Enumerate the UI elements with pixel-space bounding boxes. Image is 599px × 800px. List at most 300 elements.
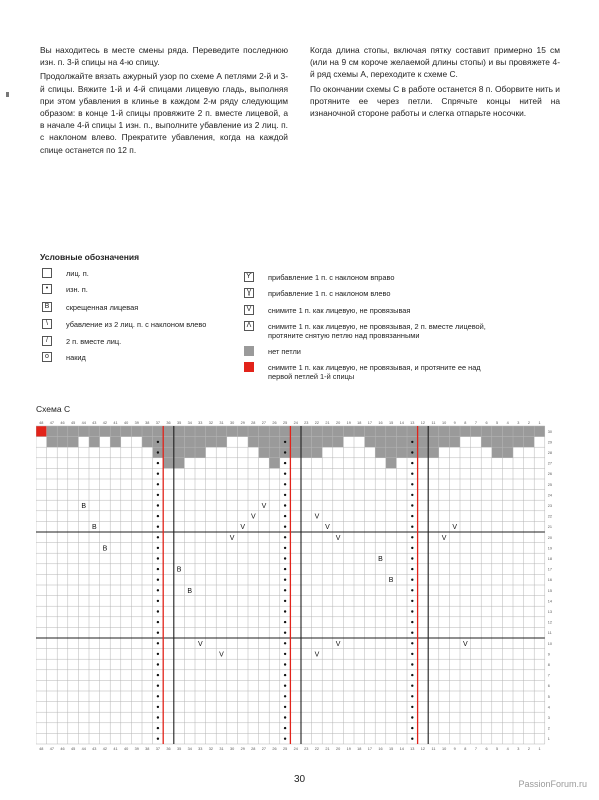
- no-stitch-cell: [248, 437, 259, 448]
- slash-icon: /: [42, 336, 52, 346]
- no-stitch-cell: [269, 447, 280, 458]
- crossed-knit-mark: B: [176, 566, 182, 574]
- no-stitch-cell: [375, 447, 386, 458]
- column-label: 11: [431, 747, 436, 751]
- no-stitch-cell: [163, 447, 174, 458]
- purl-dot: [284, 727, 286, 729]
- column-label: 8: [464, 421, 467, 425]
- legend-label: снимите 1 п. как лицевую, не провязывая, 2 п. вместе лицевой, протяните снятую петлю над провязанными: [268, 322, 486, 340]
- purl-dot: [157, 621, 159, 623]
- column-label: 5: [496, 421, 499, 425]
- purl-dot: [284, 642, 286, 644]
- column-label: 30: [229, 747, 235, 751]
- purl-dot: [157, 674, 159, 676]
- crossed-knit-mark: B: [81, 503, 87, 510]
- row-label: 6: [547, 684, 550, 689]
- slip-stitch-mark: V: [452, 524, 458, 532]
- purl-dot: [284, 663, 286, 665]
- purl-dot: [157, 663, 159, 665]
- no-stitch-cell: [153, 426, 164, 437]
- no-stitch-cell: [386, 437, 397, 448]
- purl-dot: [284, 547, 286, 549]
- row-label: 3: [547, 716, 550, 720]
- column-label: 45: [70, 421, 76, 425]
- purl-dot: [411, 716, 413, 718]
- no-stitch-cell: [333, 426, 344, 437]
- chart-title: Схема С: [36, 404, 71, 414]
- column-label: 47: [49, 421, 55, 425]
- purl-dot: [411, 526, 413, 528]
- row-label: 17: [547, 567, 553, 572]
- no-stitch-cell: [492, 447, 503, 458]
- no-stitch-cell: [386, 426, 397, 437]
- no-stitch-cell: [163, 437, 174, 448]
- row-label: 27: [547, 461, 553, 466]
- slip-stitch-mark: V: [261, 503, 267, 510]
- knitting-chart: [36, 416, 564, 760]
- column-label: 32: [208, 421, 214, 425]
- row-label: 29: [547, 440, 553, 445]
- no-stitch-cell: [248, 426, 259, 437]
- column-label: 30: [229, 421, 235, 425]
- legend-label: 2 п. вместе лиц.: [66, 337, 122, 346]
- paragraph: Продолжайте вязать ажурный узор по схеме А петлями 2-й и 3-й спицы. Вяжите 1-й и 4-й спицами лицевую гладь, выполняя при этом убавления в клинье в каждом 2-м ряду следующим образом: в конце 1-й спицы провяжите 2 п. вместе лицевой, а в начале 4-й спицы 1 изн. п., выполните убавление из 2 лиц. п. с наклоном влево. Прекратите убавления, когда на каждой спице останется по 12 п.: [40, 71, 288, 155]
- column-label: 23: [304, 421, 309, 425]
- purl-dot: [284, 685, 286, 687]
- column-label: 7: [474, 421, 477, 425]
- legend-label: прибавление 1 п. с наклоном вправо: [268, 273, 395, 282]
- no-stitch-cell: [174, 447, 185, 458]
- column-label: 48: [39, 747, 44, 751]
- purl-dot: [157, 706, 159, 708]
- column-label: 14: [399, 421, 404, 425]
- column-label: 41: [113, 421, 118, 425]
- no-stitch-cell: [524, 437, 535, 448]
- column-label: 40: [123, 747, 129, 751]
- page-number: 30: [293, 774, 306, 785]
- no-stitch-cell: [396, 426, 407, 437]
- crossed-knit-mark: B: [91, 524, 97, 532]
- no-stitch-cell: [259, 437, 270, 448]
- row-label: 21: [547, 525, 553, 530]
- no-stitch-cell: [131, 426, 142, 437]
- text-column-right: [310, 44, 560, 121]
- column-label: 13: [410, 747, 415, 751]
- column-label: 25: [282, 421, 288, 425]
- no-stitch-cell: [142, 426, 153, 437]
- column-label: 36: [166, 747, 171, 751]
- row-label: 15: [547, 588, 553, 593]
- purl-dot: [411, 610, 413, 612]
- purl-dot: [157, 727, 159, 729]
- no-stitch-cell: [312, 437, 323, 448]
- no-stitch-cell: [142, 437, 153, 448]
- column-label: 13: [410, 421, 415, 425]
- column-label: 12: [420, 421, 426, 425]
- column-label: 44: [81, 747, 86, 751]
- slip-stitch-mark: V: [229, 534, 235, 542]
- column-label: 29: [240, 747, 245, 751]
- column-label: 7: [474, 747, 477, 751]
- row-label: 2: [547, 726, 550, 731]
- increase-left-icon: Ɣ: [244, 288, 254, 298]
- purl-dot: [284, 536, 286, 538]
- legend-label: нет петли: [268, 347, 301, 356]
- no-stitch-cell: [492, 426, 503, 437]
- purl-dot: [411, 589, 413, 591]
- purl-dot: [411, 632, 413, 634]
- row-label: 26: [547, 472, 553, 477]
- purl-dot: [411, 568, 413, 570]
- column-label: 6: [485, 747, 488, 751]
- purl-dot: [157, 653, 159, 655]
- no-stitch-cell: [174, 458, 185, 469]
- column-label: 4: [506, 747, 509, 751]
- no-stitch-cell: [439, 437, 450, 448]
- column-label: 33: [198, 421, 203, 425]
- column-label: 46: [60, 747, 65, 751]
- no-stitch-cell: [418, 437, 429, 448]
- purl-dot: [157, 557, 159, 559]
- watermark: PassionForum.ru: [518, 779, 587, 789]
- row-label: 7: [547, 673, 550, 678]
- no-stitch-cell: [78, 426, 89, 437]
- purl-dot: [157, 695, 159, 697]
- purl-dot: [284, 653, 286, 655]
- no-stitch-cell: [375, 437, 386, 448]
- purl-dot: [411, 462, 413, 464]
- column-label: 12: [420, 747, 426, 751]
- no-stitch-cell: [206, 426, 217, 437]
- column-label: 47: [49, 747, 55, 751]
- column-label: 21: [325, 421, 330, 425]
- purl-dot: [157, 716, 159, 718]
- column-label: 18: [357, 747, 362, 751]
- column-label: 28: [251, 747, 256, 751]
- no-stitch-cell: [290, 437, 301, 448]
- no-stitch-cell: [89, 426, 100, 437]
- no-stitch-cell: [502, 437, 513, 448]
- purl-dot: [157, 483, 159, 485]
- no-stitch-cell: [269, 437, 280, 448]
- no-stitch-cell: [121, 426, 132, 437]
- no-stitch-cell: [68, 437, 79, 448]
- row-label: 10: [547, 641, 553, 646]
- column-label: 33: [198, 747, 203, 751]
- column-label: 5: [496, 747, 499, 751]
- row-label: 24: [547, 493, 553, 498]
- column-label: 28: [251, 421, 256, 425]
- purl-dot: [411, 695, 413, 697]
- no-stitch-cell: [471, 426, 482, 437]
- row-label: 30: [547, 429, 553, 434]
- no-stitch-cell: [163, 426, 174, 437]
- column-label: 41: [113, 747, 118, 751]
- purl-dot: [284, 526, 286, 528]
- no-stitch-cell: [524, 426, 535, 437]
- no-stitch-cell: [237, 426, 248, 437]
- column-label: 3: [517, 747, 520, 751]
- no-stitch-cell: [269, 458, 280, 469]
- no-stitch-cell: [259, 447, 270, 458]
- column-label: 21: [325, 747, 330, 751]
- legend: [40, 252, 560, 382]
- column-label: 3: [517, 421, 520, 425]
- column-label: 34: [187, 747, 192, 751]
- purl-dot: [411, 536, 413, 538]
- slip-stitch-mark: V: [240, 524, 246, 532]
- no-stitch-cell: [57, 437, 68, 448]
- column-label: 36: [166, 421, 171, 425]
- column-label: 10: [441, 747, 447, 751]
- purl-dot: [284, 441, 286, 443]
- no-stitch-cell: [290, 426, 301, 437]
- no-stitch-cell: [418, 447, 429, 458]
- purl-dot: [157, 642, 159, 644]
- column-label: 6: [485, 421, 488, 425]
- purl-dot: [411, 473, 413, 475]
- column-label: 9: [453, 421, 456, 425]
- no-stitch-cell: [195, 426, 206, 437]
- no-stitch-cell: [428, 426, 439, 437]
- no-stitch-cell: [481, 426, 492, 437]
- purl-dot: [411, 504, 413, 506]
- purl-dot: [411, 706, 413, 708]
- purl-dot: [411, 547, 413, 549]
- purl-dot: [284, 621, 286, 623]
- slip-stitch-mark: V: [314, 651, 320, 659]
- column-label: 39: [134, 747, 139, 751]
- column-label: 24: [293, 747, 298, 751]
- slip-stitch-mark: V: [335, 534, 341, 542]
- column-label: 19: [346, 421, 351, 425]
- column-label: 48: [39, 421, 44, 425]
- letter-b-icon: B: [42, 302, 52, 312]
- column-label: 35: [176, 747, 182, 751]
- no-stitch-cell: [365, 426, 376, 437]
- column-label: 45: [70, 747, 76, 751]
- crossed-knit-mark: B: [378, 556, 383, 563]
- no-stitch-cell: [47, 437, 58, 448]
- purl-dot: [284, 473, 286, 475]
- no-stitch-cell: [534, 426, 545, 437]
- purl-dot: [284, 674, 286, 676]
- column-label: 39: [134, 421, 139, 425]
- column-label: 44: [81, 421, 86, 425]
- no-stitch-cell: [57, 426, 68, 437]
- purl-dot: [157, 632, 159, 634]
- lambda-icon: Λ: [244, 321, 254, 331]
- no-stitch-cell: [418, 426, 429, 437]
- purl-dot: [284, 579, 286, 581]
- no-stitch-cell: [216, 426, 227, 437]
- column-label: 15: [388, 747, 394, 751]
- circle-icon: o: [42, 352, 52, 362]
- purl-dot: [411, 685, 413, 687]
- purl-dot: [284, 557, 286, 559]
- column-label: 27: [261, 747, 267, 751]
- no-stitch-cell: [110, 426, 121, 437]
- column-label: 26: [272, 747, 277, 751]
- column-label: 17: [367, 747, 373, 751]
- row-label: 19: [547, 546, 553, 551]
- no-stitch-cell: [481, 437, 492, 448]
- legend-label: снимите 1 п. как лицевую, не провязывая: [268, 306, 411, 315]
- no-stitch-cell: [449, 437, 460, 448]
- purl-dot: [411, 600, 413, 602]
- no-stitch-cell: [460, 426, 471, 437]
- purl-dot: [284, 610, 286, 612]
- legend-label: прибавление 1 п. с наклоном влево: [268, 289, 391, 298]
- legend-label: накид: [66, 353, 86, 362]
- no-stitch-cell: [322, 437, 333, 448]
- column-label: 22: [314, 421, 320, 425]
- no-stitch-cell: [174, 437, 185, 448]
- column-label: 25: [282, 747, 288, 751]
- purl-dot: [157, 473, 159, 475]
- column-label: 34: [187, 421, 192, 425]
- no-stitch-cell: [68, 426, 79, 437]
- purl-dot: [411, 653, 413, 655]
- column-label: 18: [357, 421, 362, 425]
- row-label: 14: [547, 599, 553, 604]
- no-stitch-cell: [195, 437, 206, 448]
- purl-dot: [157, 504, 159, 506]
- purl-dot: [157, 494, 159, 496]
- legend-title: Условные обозначения: [40, 252, 140, 262]
- column-label: 2: [527, 747, 530, 751]
- legend-label: изн. п.: [66, 285, 88, 294]
- purl-dot: [284, 568, 286, 570]
- slip-stitch-mark: V: [462, 640, 468, 648]
- purl-dot: [284, 589, 286, 591]
- purl-dot: [284, 632, 286, 634]
- no-stitch-cell: [407, 426, 418, 437]
- purl-dot: [284, 738, 286, 740]
- row-label: 28: [547, 451, 553, 455]
- column-label: 35: [176, 421, 182, 425]
- no-stitch-cell: [280, 426, 291, 437]
- purl-dot: [411, 483, 413, 485]
- purl-dot: [157, 738, 159, 740]
- no-stitch-cell: [449, 426, 460, 437]
- purl-dot: [411, 621, 413, 623]
- no-stitch-cell: [259, 426, 270, 437]
- legend-label: снимите 1 п. как лицевую, не провязывая, и протяните ее над первой петлей 1-й спицы: [268, 363, 481, 381]
- column-label: 8: [464, 747, 467, 751]
- column-label: 40: [123, 421, 129, 425]
- column-label: 22: [314, 747, 320, 751]
- no-stitch-cell: [386, 447, 397, 458]
- slip-stitch-mark: V: [325, 524, 330, 532]
- no-stitch-cell: [290, 447, 301, 458]
- crossed-knit-mark: B: [388, 577, 394, 585]
- purl-dot: [411, 727, 413, 729]
- no-stitch-cell: [195, 447, 206, 458]
- paragraph: Когда длина стопы, включая пятку составит примерно 15 см (или на 9 см короче желаемой длины стопы) и вы провяжете 4-й ряд схемы А, переходите к схеме С.: [310, 45, 560, 80]
- no-stitch-cell: [354, 426, 365, 437]
- row-label: 12: [547, 620, 553, 625]
- column-label: 16: [378, 421, 383, 425]
- slip-stitch-mark: V: [250, 513, 256, 521]
- column-label: 23: [304, 747, 309, 751]
- legend-label: убавление из 2 лиц. п. с наклоном влево: [66, 320, 207, 329]
- purl-dot: [411, 663, 413, 665]
- no-stitch-cell: [269, 426, 280, 437]
- row-label: 16: [547, 578, 553, 583]
- no-stitch-cell: [333, 437, 344, 448]
- purl-dot: [157, 579, 159, 581]
- paragraph: По окончании схемы С в работе останется 8 п. Оборвите нить и протяните ее через петли. Спрячьте концы нитей на изнаночной стороне работы и слегка отпарьте носочки.: [310, 83, 560, 119]
- crossed-knit-mark: B: [102, 545, 108, 553]
- purl-dot: [284, 706, 286, 708]
- no-stitch-cell: [301, 426, 312, 437]
- column-label: 29: [240, 421, 245, 425]
- purl-dot: [284, 483, 286, 485]
- column-label: 32: [208, 747, 214, 751]
- slip-stitch-mark: V: [197, 640, 203, 648]
- column-label: 9: [453, 747, 456, 751]
- no-stitch-cell: [301, 437, 312, 448]
- gray-square-icon: [244, 346, 254, 356]
- no-stitch-cell: [502, 447, 513, 458]
- row-label: 20: [547, 535, 553, 540]
- row-label: 18: [547, 557, 553, 561]
- text-column-left: [40, 44, 288, 158]
- column-label: 24: [293, 421, 298, 425]
- paragraph: Вы находитесь в месте смены ряда. Переведите последнюю изн. п. 3-й спицы на 4-ю спицу.: [40, 45, 288, 68]
- purl-dot: [284, 494, 286, 496]
- column-label: 31: [219, 747, 224, 751]
- purl-dot: [411, 642, 413, 644]
- red-cell: [36, 426, 47, 437]
- purl-dot: [411, 579, 413, 581]
- column-label: 37: [155, 747, 161, 751]
- purl-dot: [411, 451, 413, 453]
- no-stitch-cell: [206, 437, 217, 448]
- purl-dot: [284, 716, 286, 718]
- red-square-icon: [244, 362, 254, 372]
- column-label: 1: [538, 747, 541, 751]
- no-stitch-cell: [184, 447, 195, 458]
- purl-dot: [284, 462, 286, 464]
- column-label: 11: [431, 421, 436, 425]
- no-stitch-cell: [163, 458, 174, 469]
- no-stitch-cell: [312, 447, 323, 458]
- column-label: 4: [506, 421, 509, 425]
- purl-dot: [284, 451, 286, 453]
- row-label: 22: [547, 514, 553, 519]
- purl-dot: [284, 600, 286, 602]
- no-stitch-cell: [428, 437, 439, 448]
- row-label: 5: [547, 694, 550, 699]
- purl-dot: [157, 451, 159, 453]
- purl-dot: [411, 515, 413, 517]
- no-stitch-cell: [375, 426, 386, 437]
- no-stitch-cell: [492, 437, 503, 448]
- row-label: 4: [547, 705, 550, 710]
- column-label: 31: [219, 421, 224, 425]
- purl-dot: [284, 504, 286, 506]
- column-label: 14: [399, 747, 404, 751]
- empty-square-icon: [42, 268, 52, 278]
- no-stitch-cell: [110, 437, 121, 448]
- purl-dot: [157, 600, 159, 602]
- no-stitch-cell: [365, 437, 376, 448]
- row-label: 25: [547, 482, 553, 487]
- crossed-knit-mark: B: [187, 587, 193, 595]
- purl-dot: [157, 462, 159, 464]
